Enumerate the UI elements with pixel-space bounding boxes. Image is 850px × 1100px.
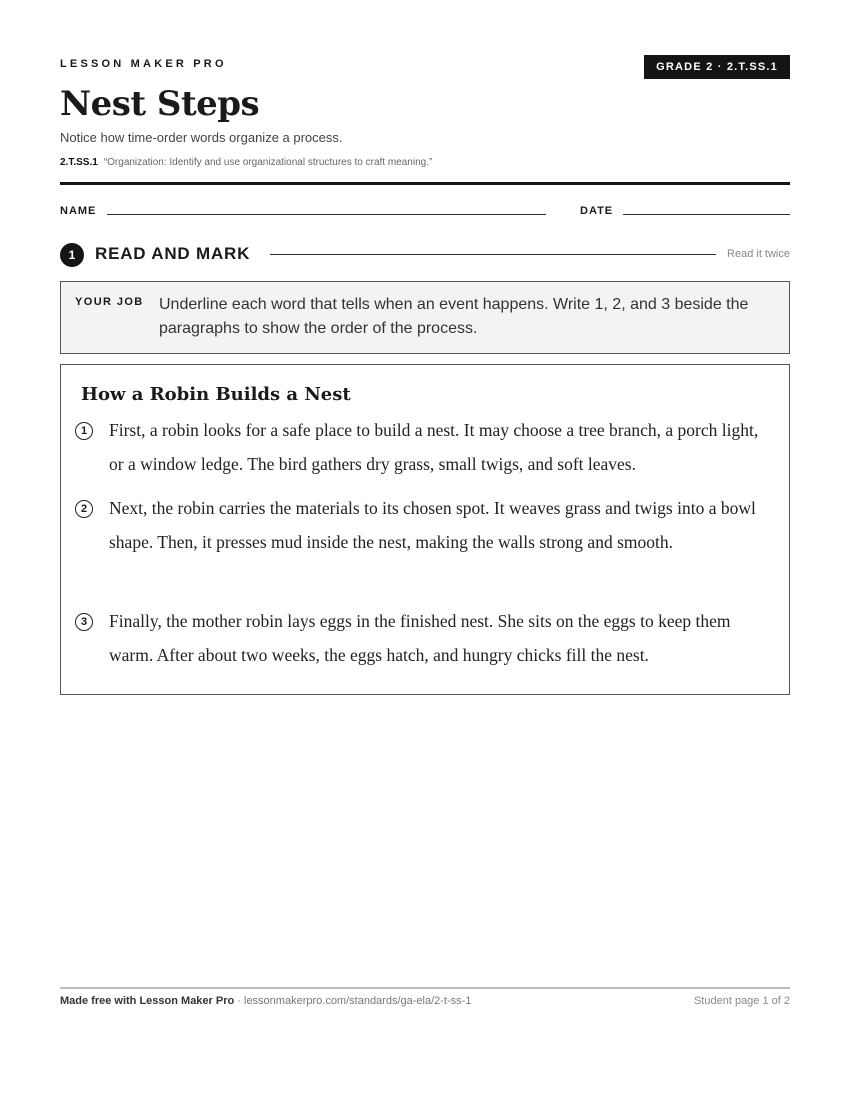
- footer-made-with: Made free with Lesson Maker Pro: [60, 995, 235, 1007]
- section-note: Read it twice: [727, 248, 790, 260]
- date-label: DATE: [580, 205, 614, 217]
- section-title: READ AND MARK: [95, 244, 251, 263]
- standard-line: [60, 157, 432, 168]
- job-label: YOUR JOB: [75, 296, 144, 308]
- name-label: NAME: [60, 205, 97, 217]
- passage-box: [60, 364, 790, 695]
- passage-title: How a Robin Builds a Nest: [81, 384, 351, 405]
- date-field[interactable]: [623, 214, 790, 215]
- standard-text: “Organization: Identify and use organizational structures to craft meaning.”: [103, 157, 433, 168]
- standard-code: 2.T.SS.1: [60, 157, 98, 168]
- section-number-badge: 1: [60, 243, 84, 267]
- page-subtitle: Notice how time-order words organize a process.: [60, 130, 343, 145]
- section-header: [60, 242, 790, 266]
- paragraph-number-badge: 2: [75, 500, 93, 518]
- name-field[interactable]: [107, 214, 546, 215]
- page-title: Nest Steps: [60, 84, 260, 124]
- footer-credit: [60, 995, 471, 1007]
- footer-divider: [60, 987, 790, 989]
- section-divider: [270, 254, 716, 255]
- brand-name: LESSON MAKER PRO: [60, 58, 227, 70]
- job-text: Underline each word that tells when an event happens. Write 1, 2, and 3 beside the paragraphs to show the order of the process.: [159, 296, 749, 337]
- grade-badge: GRADE 2 · 2.T.SS.1: [644, 55, 790, 79]
- footer-page-info: Student page 1 of 2: [693, 995, 790, 1007]
- paragraph-text: Next, the robin carries the materials to its chosen spot. It weaves grass and twigs into a bowl shape. Then, it presses mud inside the nest, making the walls strong and smooth.: [109, 498, 756, 552]
- job-instructions-box: [60, 281, 790, 354]
- header-divider: [60, 182, 790, 185]
- footer-url[interactable]: lessonmakerpro.com/standards/ga-ela/2-t-ss-1: [244, 995, 472, 1007]
- footer-separator: ·: [234, 995, 244, 1007]
- paragraph-text: Finally, the mother robin lays eggs in the finished nest. She sits on the eggs to keep them warm. After about two weeks, the eggs hatch, and hungry chicks fill the nest.: [109, 611, 731, 665]
- paragraph-number-badge: 3: [75, 613, 93, 631]
- paragraph-number-badge: 1: [75, 422, 93, 440]
- paragraph-text: First, a robin looks for a safe place to build a nest. It may choose a tree branch, a porch light, or a window ledge. The bird gathers dry grass, small twigs, and soft leaves.: [109, 420, 759, 474]
